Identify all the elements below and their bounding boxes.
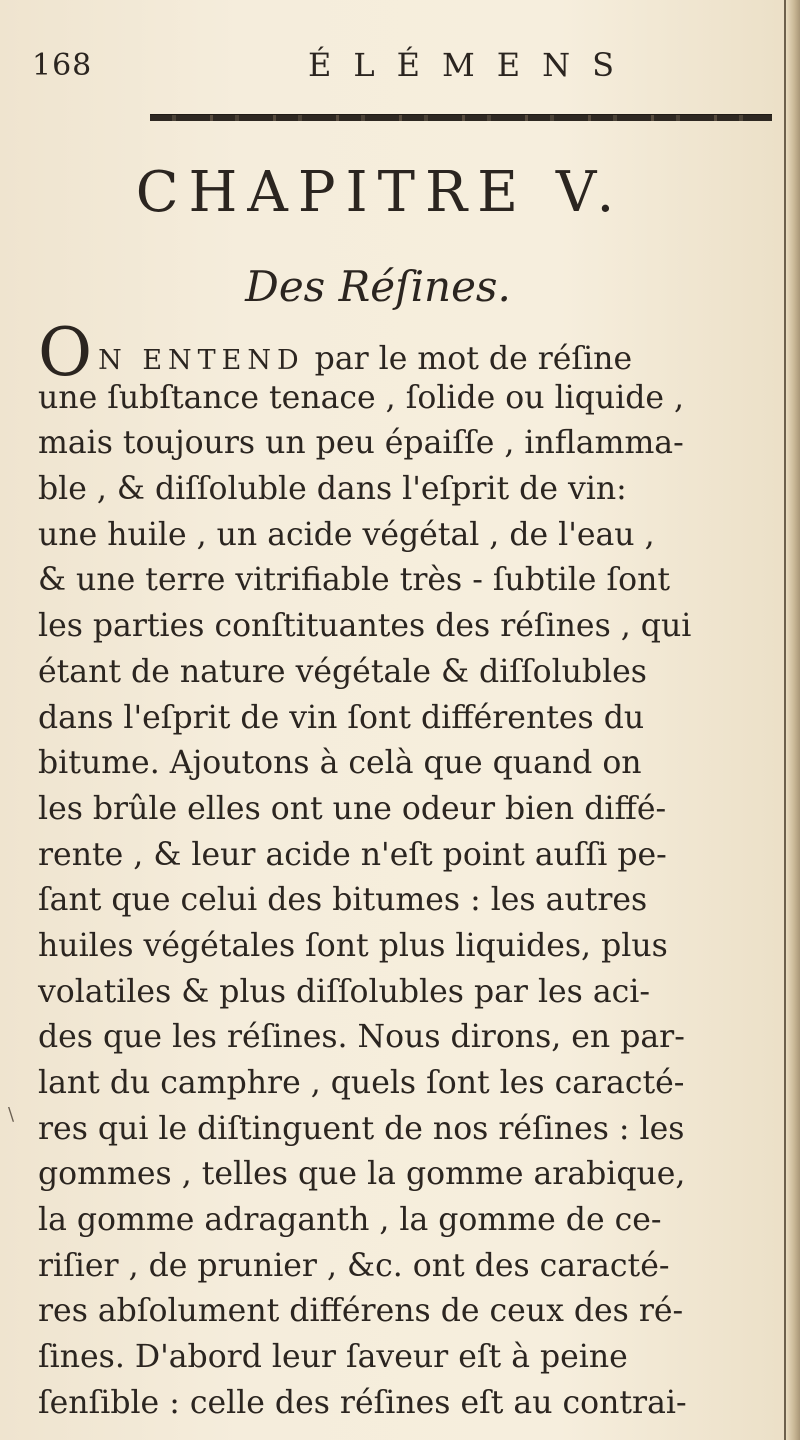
- text-line: [38, 314, 768, 391]
- opening-words: N ENTEND: [98, 345, 305, 376]
- text-line: res qui le diſtinguent de nos réſines : les: [38, 1110, 685, 1147]
- text-line: ſant que celui des bitumes : les autres: [38, 882, 648, 919]
- chapter-title: CHAPITRE V.: [135, 160, 625, 225]
- text-line: huiles végétales ſont plus liquides, plus: [38, 927, 668, 964]
- text-line: ſines. D'abord leur ſaveur eſt à peine: [38, 1339, 628, 1376]
- text-line: mais toujours un peu épaiſſe , inflamma-: [38, 425, 684, 462]
- section-title: Des Réſines.: [245, 262, 511, 311]
- ornamental-rule: [150, 114, 772, 121]
- text-line: la gomme adraganth , la gomme de ce-: [38, 1202, 662, 1239]
- margin-mark: \: [8, 1104, 15, 1125]
- text-line: riſier , de prunier , &c. ont des caracté-: [38, 1247, 670, 1284]
- text-line: des que les réſines. Nous dirons, en par-: [38, 1019, 685, 1056]
- text-line: étant de nature végétale & diſſolubles: [38, 653, 647, 690]
- text-line: ble , & diſſoluble dans l'eſprit de vin:: [38, 471, 627, 508]
- page-number: 168: [32, 48, 93, 83]
- text-line: les brûle elles ont une odeur bien diffé-: [38, 790, 667, 827]
- text-line: rente , & leur acide n'eſt point auſſi pe-: [38, 836, 667, 873]
- page-header: [0, 38, 780, 84]
- text-line: bitume. Ajoutons à celà que quand on: [38, 745, 642, 782]
- text-line: lant du camphre , quels ſont les caracté-: [38, 1065, 685, 1101]
- text-line: res abſolument différens de ceux des ré-: [38, 1293, 684, 1330]
- page-edge: [784, 0, 800, 1440]
- text-line: gommes , telles que la gomme arabique,: [38, 1156, 686, 1193]
- text-line: volatiles & plus diſſolubles par les aci-: [38, 973, 650, 1010]
- text-line: dans l'eſprit de vin ſont différentes du: [38, 699, 645, 736]
- running-head: ÉLÉMENS: [308, 46, 637, 84]
- text-line: une ſubſtance tenace , ſolide ou liquide ,: [38, 379, 685, 416]
- drop-cap: O: [38, 314, 93, 391]
- first-line-text: par le mot de réſine: [304, 341, 633, 377]
- body-text: [38, 314, 768, 1427]
- text-line: & une terre vitrifiable très - ſubtile ſont: [38, 562, 671, 599]
- text-line: une huile , un acide végétal , de l'eau ,: [38, 516, 655, 553]
- text-line: ſenſible : celle des réſines eſt au contrai-: [38, 1384, 687, 1421]
- text-line: les parties conſtituantes des réſines , qui: [38, 608, 692, 645]
